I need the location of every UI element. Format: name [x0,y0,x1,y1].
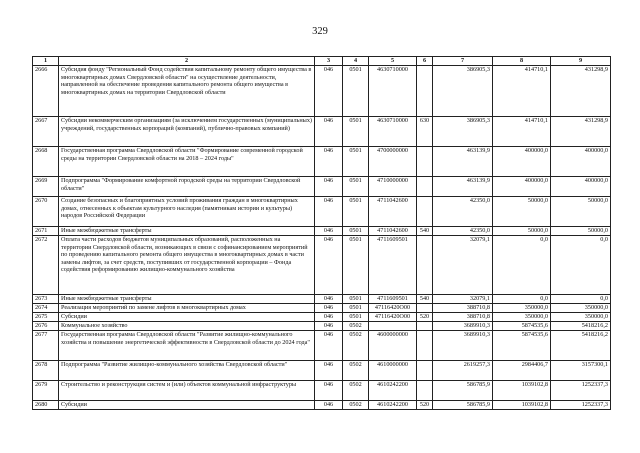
cell-chapter: 046 [315,197,343,227]
col-header: 5 [369,57,417,66]
cell-target: 47116420О00 [369,304,417,313]
row-number: 2673 [33,295,59,304]
cell-chapter: 046 [315,401,343,410]
cell-target: 4711042600 [369,227,417,236]
row-number: 2666 [33,66,59,117]
row-name: Коммунальное хозяйство [59,322,315,331]
cell-section: 0501 [343,227,369,236]
budget-table [32,56,611,410]
cell-value-8: 5874535,6 [493,322,551,331]
page-number: 329 [312,26,328,37]
cell-chapter: 046 [315,313,343,322]
cell-section: 0501 [343,304,369,313]
col-header: 7 [433,57,493,66]
cell-value-7: 386905,3 [433,66,493,117]
cell-chapter: 046 [315,295,343,304]
cell-target: 4630710000 [369,66,417,117]
cell-value-8: 50000,0 [493,197,551,227]
cell-value-7: 3689910,3 [433,331,493,361]
cell-value-9: 0,0 [551,236,611,295]
cell-target: 4610242200 [369,401,417,410]
row-number: 2671 [33,227,59,236]
cell-value-7: 386905,3 [433,117,493,147]
cell-value-9: 50000,0 [551,227,611,236]
cell-value-8: 400000,0 [493,147,551,177]
cell-target: 4600000000 [369,331,417,361]
cell-target: 4710000000 [369,177,417,197]
table-row [33,147,611,177]
row-number: 2680 [33,401,59,410]
row-name: Государственная программа Свердловской области "Формирование современной городской среды на территории Свердловской области на 2018 – 2024 годы" [59,147,315,177]
cell-value-7: 32079,1 [433,236,493,295]
row-name: Иные межбюджетные трансферты [59,227,315,236]
cell-value-8: 50000,0 [493,227,551,236]
row-name: Реализация мероприятий по замене лифтов в многоквартирных домах [59,304,315,313]
cell-target: 4610000000 [369,361,417,381]
cell-value-7: 3689910,3 [433,322,493,331]
cell-value-8: 1039102,8 [493,381,551,401]
table-row [33,117,611,147]
cell-value-7: 42350,0 [433,227,493,236]
cell-value-8: 350000,0 [493,304,551,313]
row-name: Подпрограмма "Развитие жилищно-коммунального хозяйства Свердловской области" [59,361,315,381]
cell-value-9: 3157300,1 [551,361,611,381]
cell-type: 540 [417,295,433,304]
table-row [33,322,611,331]
cell-value-7: 463139,9 [433,147,493,177]
cell-value-7: 586785,9 [433,381,493,401]
cell-value-8: 414710,1 [493,117,551,147]
cell-section: 0502 [343,331,369,361]
cell-value-7: 463139,9 [433,177,493,197]
cell-value-8: 400000,0 [493,177,551,197]
cell-value-9: 350000,0 [551,304,611,313]
row-name: Государственная программа Свердловской области "Развитие жилищно-коммунального хозяйства и повышение энергетической эффективности в Свердловской области до 2024 года" [59,331,315,361]
row-number: 2679 [33,381,59,401]
table-row [33,177,611,197]
row-name: Субсидия фонду "Региональный Фонд содействия капитальному ремонту общего имущества в многоквартирных домах Свердловской области" на осуществление деятельности, направленной на обеспечение проведения капитального ремонта общего имущества в многоквартирных домах на территории Свердловской области [59,66,315,117]
table-row [33,361,611,381]
row-name: Субсидии [59,401,315,410]
cell-value-7: 586785,9 [433,401,493,410]
table-row [33,331,611,361]
table-row [33,313,611,322]
cell-chapter: 046 [315,322,343,331]
col-header: 1 [33,57,59,66]
cell-chapter: 046 [315,117,343,147]
row-number: 2672 [33,236,59,295]
cell-value-7: 2619257,3 [433,361,493,381]
row-name: Иные межбюджетные трансферты [59,295,315,304]
cell-chapter: 046 [315,361,343,381]
col-header: 6 [417,57,433,66]
cell-value-9: 50000,0 [551,197,611,227]
cell-value-9: 431298,9 [551,117,611,147]
row-number: 2668 [33,147,59,177]
col-header: 8 [493,57,551,66]
row-number: 2667 [33,117,59,147]
cell-section: 0502 [343,361,369,381]
cell-type [417,322,433,331]
cell-section: 0501 [343,236,369,295]
row-name: Субсидии некоммерческим организациям (за исключением государственных (муниципальных) учреждений, государственных корпораций (компаний), публично-правовых компаний) [59,117,315,147]
row-name: Субсидии [59,313,315,322]
cell-target: 4610242200 [369,381,417,401]
table-row [33,401,611,410]
cell-value-8: 0,0 [493,295,551,304]
table-row [33,197,611,227]
cell-value-8: 414710,1 [493,66,551,117]
row-name: Подпрограмма "Формирование комфортной городской среды на территории Свердловской области" [59,177,315,197]
cell-type [417,147,433,177]
table-row [33,304,611,313]
cell-chapter: 046 [315,381,343,401]
cell-value-9: 5418216,2 [551,322,611,331]
cell-value-9: 431298,9 [551,66,611,117]
row-number: 2676 [33,322,59,331]
cell-section: 0502 [343,401,369,410]
col-header: 4 [343,57,369,66]
cell-value-9: 400000,0 [551,177,611,197]
cell-target: 4630710000 [369,117,417,147]
cell-chapter: 046 [315,177,343,197]
table-row [33,381,611,401]
cell-value-8: 0,0 [493,236,551,295]
cell-chapter: 046 [315,66,343,117]
cell-target: 4700000000 [369,147,417,177]
cell-chapter: 046 [315,304,343,313]
row-number: 2675 [33,313,59,322]
row-number: 2677 [33,331,59,361]
cell-chapter: 046 [315,331,343,361]
table-row [33,66,611,117]
cell-type [417,66,433,117]
cell-target: 4711609501 [369,236,417,295]
cell-type: 630 [417,117,433,147]
table-row [33,295,611,304]
cell-value-9: 5418216,2 [551,331,611,361]
header-row [33,57,611,66]
row-name: Оплата части расходов бюджетов муниципальных образований, расположенных на территории Свердловской области, возникающих в связи с софинансированием мероприятий по проведению капитального ремонта общего имущества в многоквартирных домах в части замены лифтов, за счет средств, поступивших от государственной корпорации – Фонда содействия реформированию жилищно-коммунального хозяйства [59,236,315,295]
cell-section: 0501 [343,295,369,304]
table-row [33,227,611,236]
cell-section: 0501 [343,197,369,227]
cell-section: 0501 [343,177,369,197]
cell-value-9: 0,0 [551,295,611,304]
cell-chapter: 046 [315,236,343,295]
cell-type [417,381,433,401]
cell-type: 520 [417,401,433,410]
cell-type [417,361,433,381]
cell-type: 520 [417,313,433,322]
cell-value-8: 1039102,8 [493,401,551,410]
row-name: Строительство и реконструкция систем и (или) объектов коммунальной инфраструктуры [59,381,315,401]
cell-section: 0502 [343,381,369,401]
cell-target: 4711042600 [369,197,417,227]
col-header: 9 [551,57,611,66]
row-number: 2674 [33,304,59,313]
row-number: 2678 [33,361,59,381]
cell-type [417,331,433,361]
cell-chapter: 046 [315,227,343,236]
cell-target: 4711609501 [369,295,417,304]
cell-value-9: 1252337,3 [551,401,611,410]
cell-value-7: 32079,1 [433,295,493,304]
col-header: 2 [59,57,315,66]
cell-type: 540 [417,227,433,236]
row-name: Создание безопасных и благоприятных условий проживания граждан в многоквартирных домах, отнесенных к объектам культурного наследия (памятникам истории и культуры) народов Российской Федерации [59,197,315,227]
cell-section: 0501 [343,66,369,117]
table-row [33,236,611,295]
cell-section: 0501 [343,313,369,322]
cell-value-8: 350000,0 [493,313,551,322]
cell-value-7: 42350,0 [433,197,493,227]
cell-type [417,197,433,227]
cell-section: 0502 [343,322,369,331]
cell-target [369,322,417,331]
cell-chapter: 046 [315,147,343,177]
row-number: 2670 [33,197,59,227]
cell-value-7: 388710,8 [433,313,493,322]
cell-section: 0501 [343,147,369,177]
cell-type [417,304,433,313]
cell-target: 47116420О00 [369,313,417,322]
cell-section: 0501 [343,117,369,147]
cell-type [417,177,433,197]
cell-type [417,236,433,295]
cell-value-8: 5874535,6 [493,331,551,361]
col-header: 3 [315,57,343,66]
cell-value-7: 388710,8 [433,304,493,313]
cell-value-9: 350000,0 [551,313,611,322]
cell-value-9: 1252337,3 [551,381,611,401]
row-number: 2669 [33,177,59,197]
cell-value-8: 2984406,7 [493,361,551,381]
cell-value-9: 400000,0 [551,147,611,177]
